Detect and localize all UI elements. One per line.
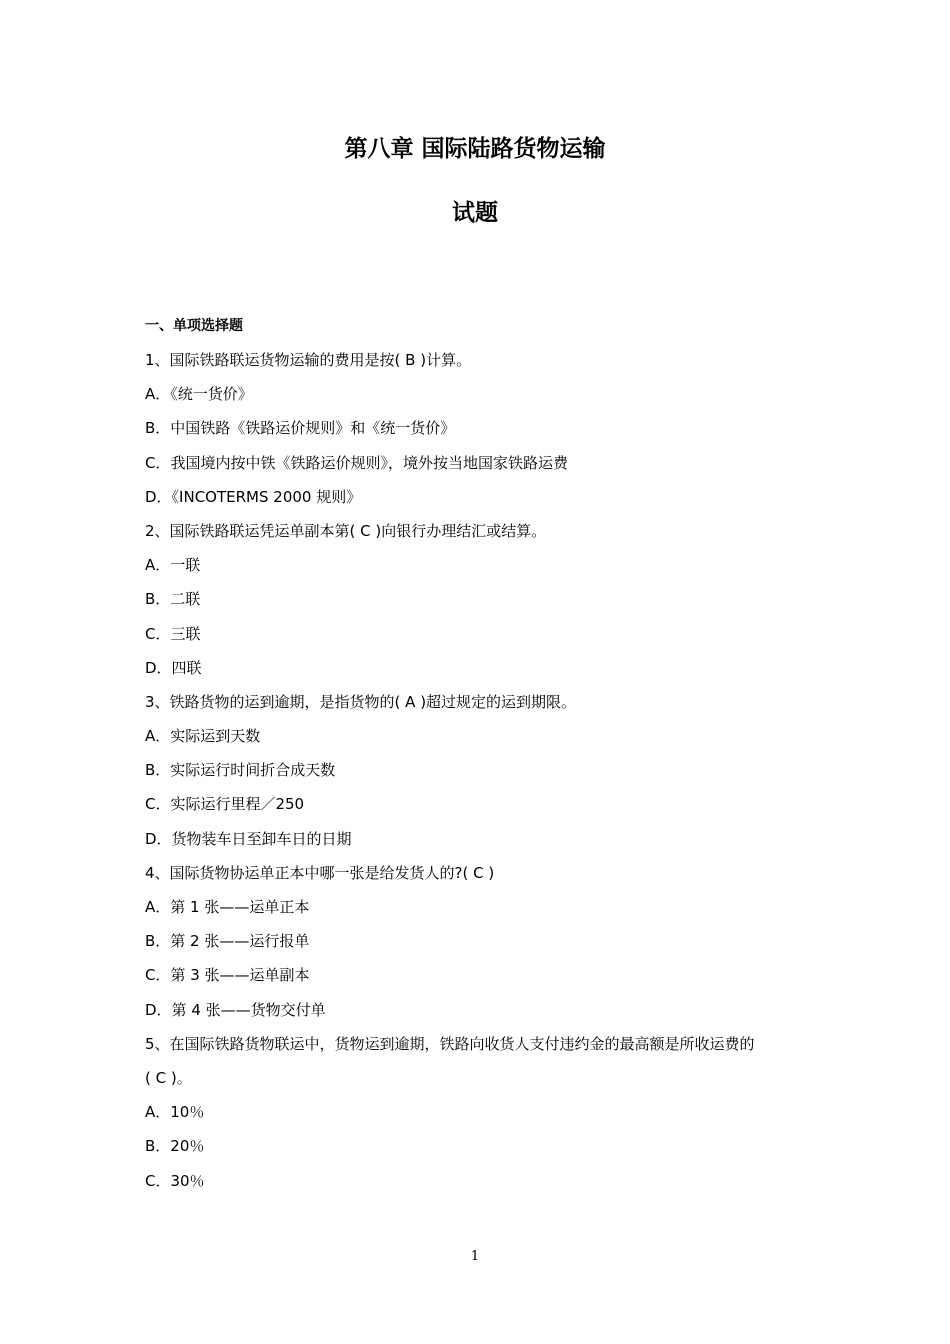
question-3-option-d: D．货物装车日至卸车日的日期: [145, 829, 352, 848]
question-2-option-c: C．三联: [145, 624, 201, 643]
document-subtitle: 试题: [452, 200, 498, 226]
page-number: 1: [470, 1249, 480, 1264]
question-5-option-b: B．20％: [145, 1137, 205, 1156]
question-4-option-c: C．第 3 张——运单副本: [145, 966, 310, 985]
question-5-option-c: C．30％: [145, 1171, 205, 1190]
question-2-option-a: A．一联: [145, 556, 201, 575]
question-1-option-c: C．我国境内按中铁《铁路运价规则》，境外按当地国家铁路运费: [145, 453, 568, 472]
question-list: [145, 348, 825, 1203]
chapter-title: 第八章 国际陆路货物运输: [344, 136, 606, 162]
question-5: 5、在国际铁路货物联运中，货物运到逾期，铁路向收货人支付违约金的最高额是所收运费的: [145, 1034, 755, 1053]
question-4-option-d: D．第 4 张——货物交付单: [145, 1000, 326, 1019]
question-1-option-d: D．《INCOTERMS 2000 规则》: [145, 487, 362, 506]
question-3-option-a: A．实际运到天数: [145, 727, 261, 746]
question-4-option-a: A．第 1 张——运单正本: [145, 898, 310, 916]
question-5-option-a: A．10％: [145, 1103, 205, 1122]
question-2: 2、国际铁路联运凭运单副本第( C )向银行办理结汇或结算。: [145, 521, 547, 540]
section-heading: 一、单项选择题: [145, 318, 243, 334]
question-3: 3、铁路货物的运到逾期，是指货物的( A )超过规定的运到期限。: [145, 692, 577, 711]
question-4: 4、国际货物协运单正本中哪一张是给发货人的?( C ): [145, 863, 495, 882]
question-3-option-b: B．实际运行时间折合成天数: [145, 761, 336, 780]
question-2-option-b: B．二联: [145, 590, 201, 609]
question-1: 1、国际铁路联运货物运输的费用是按( B )计算。: [145, 351, 472, 369]
question-1-option-a: A．《统一货价》: [145, 385, 253, 404]
question-3-option-c: C．实际运行里程／250: [145, 795, 305, 814]
question-5-continuation: ( C )。: [145, 1068, 192, 1087]
question-4-option-b: B．第 2 张——运行报单: [145, 932, 310, 951]
question-1-option-b: B．中国铁路《铁路运价规则》和《统一货价》: [145, 419, 456, 438]
question-2-option-d: D．四联: [145, 658, 202, 677]
